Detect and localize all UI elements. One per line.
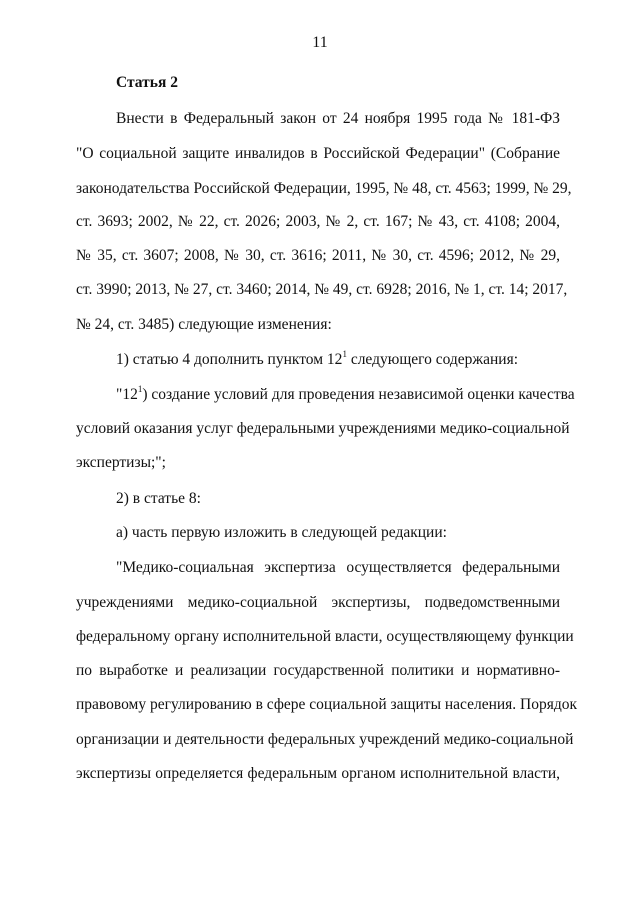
- item-1-text-end: следующего содержания:: [346, 351, 519, 368]
- superscript: 1: [137, 383, 143, 394]
- quote-text: ) создание условий для проведения независимой оценки качества: [142, 386, 575, 403]
- paragraph-line: организации и деятельности федеральных учреждений медико-социальной: [76, 731, 574, 748]
- item-2: 2) в статье 8:: [116, 490, 201, 507]
- item-1: [116, 350, 560, 370]
- paragraph-line: федеральному органу исполнительной власти, осуществляющему функции: [76, 628, 574, 645]
- paragraph-line: по выработке и реализации государственной политики и нормативно-: [76, 662, 560, 679]
- paragraph-line: ст. 3990; 2013, № 27, ст. 3460; 2014, № 49, ст. 6928; 2016, № 1, ст. 14; 2017,: [76, 281, 568, 298]
- paragraph-line: "О социальной защите инвалидов в Российской Федерации" (Собрание: [76, 145, 560, 162]
- quote-open: "12: [116, 386, 138, 403]
- paragraph-line: экспертизы;";: [76, 454, 166, 471]
- paragraph-line: Внести в Федеральный закон от 24 ноября 1995 года № 181-ФЗ: [116, 110, 560, 127]
- paragraph-line: "Медико-социальная экспертиза осуществляется федеральными: [116, 559, 560, 576]
- paragraph-line: № 24, ст. 3485) следующие изменения:: [76, 316, 332, 333]
- quote-line: [116, 383, 575, 405]
- item-2a: а) часть первую изложить в следующей редакции:: [116, 524, 447, 541]
- page-number: 11: [312, 34, 328, 51]
- paragraph-line: условий оказания услуг федеральными учреждениями медико-социальной: [76, 420, 570, 437]
- item-1-text: 1) статью 4 дополнить пунктом 12: [116, 351, 343, 368]
- paragraph-line: экспертизы определяется федеральным органом исполнительной власти,: [76, 765, 560, 782]
- superscript: 1: [342, 348, 347, 359]
- paragraph-line: учреждениями медико-социальной экспертизы, подведомственными: [76, 594, 560, 611]
- article-heading: Статья 2: [116, 74, 178, 91]
- paragraph-line: правовому регулированию в сфере социальной защиты населения. Порядок: [76, 696, 578, 713]
- paragraph-line: ст. 3693; 2002, № 22, ст. 2026; 2003, № 2, ст. 167; № 43, ст. 4108; 2004,: [76, 213, 560, 230]
- paragraph-line: № 35, ст. 3607; 2008, № 30, ст. 3616; 2011, № 30, ст. 4596; 2012, № 29,: [76, 247, 560, 264]
- paragraph-line: законодательства Российской Федерации, 1995, № 48, ст. 4563; 1999, № 29,: [76, 180, 572, 197]
